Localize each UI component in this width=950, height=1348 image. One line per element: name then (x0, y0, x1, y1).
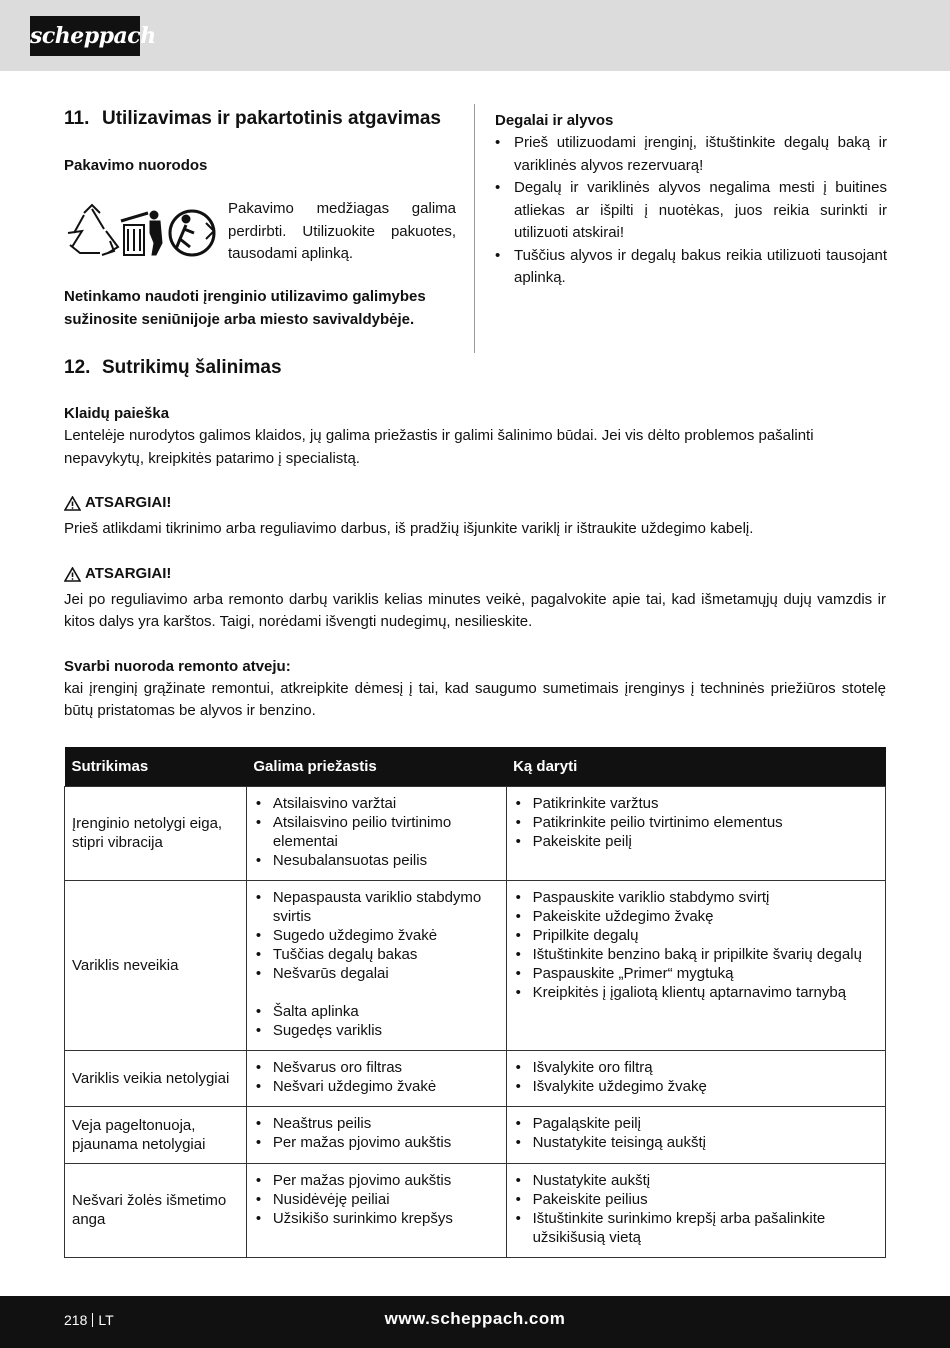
table-header-row (65, 747, 886, 786)
list-item: • Pakeiskite uždegimo žvakę (514, 907, 878, 926)
person-recycle-icon (170, 211, 214, 255)
language-code: LT (98, 1312, 114, 1328)
list-item: • Šalta aplinka (254, 1002, 499, 1021)
list-item: • Sugedo uždegimo žvakė (254, 926, 499, 945)
list-item: • Per mažas pjovimo aukštis (254, 1133, 499, 1152)
list-item: • Užsikišo surinkimo krepšys (254, 1209, 499, 1228)
list-item: • Nepaspausta variklio stabdymo svirtis (254, 888, 499, 926)
list-item: • Prieš utilizuodami įrenginį, ištuštinkite degalų baką ir variklinės alyvos rezervuarą! (495, 132, 887, 177)
column-header: Sutrikimas (65, 747, 247, 786)
fault-cell: Variklis veikia netolygiai (65, 1050, 247, 1106)
packaging-heading: Pakavimo nuorodos (64, 157, 208, 174)
scheppach-logo: scheppach (30, 16, 140, 56)
recycling-icons (66, 203, 221, 259)
section-12-title-text: Sutrikimų šalinimas (102, 357, 282, 378)
list-item: • Išvalykite oro filtrą (514, 1058, 878, 1077)
warning-2-heading (64, 563, 886, 589)
warning-1-text: Prieš atlikdami tikrinimo arba reguliavimo darbus, iš pradžių išjunkite variklį ir ištraukite uždegimo kabelį. (64, 519, 754, 537)
list-item: • Patikrinkite peilio tvirtinimo elementus (514, 813, 878, 832)
section-11-left (64, 105, 456, 331)
list-item: • Nesubalansuotas peilis (254, 851, 499, 870)
section-12 (64, 354, 886, 723)
troubleshooting-table (64, 747, 886, 1258)
repair-text: kai įrenginį grąžinate remontui, atkreipkite dėmesį į tai, kad saugumo sumetimais įrenginys į techninės priežiūros stotelę būtų pristatomas be alyvos ir benzino. (64, 679, 886, 719)
packaging-row (64, 201, 456, 273)
list-item: • Degalų ir variklinės alyvos negalima mesti į buitines atliekas ar išpilti į nuotėkas, juos reikia surinkti ir utilizuoti atskirai! (495, 177, 887, 245)
warning-1-label: ATSARGIAI! (85, 494, 172, 511)
table-row (65, 880, 886, 1050)
column-header: Galima priežastis (246, 747, 506, 786)
list-item: • Paspauskite „Primer“ mygtuką (514, 964, 878, 983)
list-item: • Pakeiskite peilį (514, 832, 878, 851)
list-item: • Nešvari uždegimo žvakė (254, 1077, 499, 1096)
section-12-number: 12. (64, 357, 91, 378)
repair-heading: Svarbi nuoroda remonto atveju: (64, 657, 291, 675)
list-item: • Neaštrus peilis (254, 1114, 499, 1133)
header-band (0, 0, 950, 71)
section-11-title (64, 105, 456, 133)
troubleshoot-heading: Klaidų paieška (64, 405, 170, 422)
packaging-text: Pakavimo medžiagas galima perdirbti. Utilizuokite pakuotes, tausodami aplinką. (228, 200, 456, 262)
table-row (65, 786, 886, 880)
cause-cell (246, 1106, 506, 1163)
list-item: • Tuščius alyvos ir degalų bakus reikia utilizuoti tausojant aplinką. (495, 245, 887, 290)
list-item: • Nešvarūs degalai (254, 964, 499, 983)
page-number: 218 (64, 1312, 88, 1328)
list-item: • Pagaląskite peilį (514, 1114, 878, 1133)
list-item: • Tuščias degalų bakas (254, 945, 499, 964)
list-item: • Atsilaisvino varžtai (254, 794, 499, 813)
column-divider (474, 104, 475, 353)
action-cell (506, 1106, 885, 1163)
table-row (65, 1050, 886, 1106)
list-item: • Kreipkitės į įgaliotą klientų aptarnavimo tarnybą (514, 983, 878, 1002)
website-url: www.scheppach.com (384, 1309, 566, 1328)
action-cell (506, 880, 885, 1050)
list-item: • Nustatykite aukštį (514, 1171, 878, 1190)
action-cell (506, 786, 885, 880)
recycle-icon (68, 205, 118, 255)
list-item: • Sugedęs variklis (254, 1021, 499, 1040)
cause-cell (246, 880, 506, 1050)
disposal-note: Netinkamo naudoti įrenginio utilizavimo galimybes sužinosite seniūnijoje arba miesto savivaldybėje. (64, 288, 426, 328)
list-item: • Pripilkite degalų (514, 926, 878, 945)
table-row (65, 1163, 886, 1257)
fuels-list (495, 132, 887, 290)
list-item: • Per mažas pjovimo aukštis (254, 1171, 499, 1190)
warning-2-label: ATSARGIAI! (85, 565, 172, 582)
action-cell (506, 1050, 885, 1106)
list-item: • Nusidėvėję peiliai (254, 1190, 499, 1209)
list-item: • Atsilaisvino peilio tvirtinimo elementai (254, 813, 499, 851)
section-11-right (495, 110, 887, 290)
footer (0, 1296, 950, 1348)
list-item: • Ištuštinkite benzino baką ir pripilkite švarių degalų (514, 945, 878, 964)
list-item: • Ištuštinkite surinkimo krepšį arba pašalinkite užsikišusią vietą (514, 1209, 878, 1247)
warning-2-text: Jei po reguliavimo arba remonto darbų variklis kelias minutes veikė, pagalvokite apie tai, kad išmetamųjų dujų vamzdis ir kitos dalys yra karštos. Taigi, norėdami išvengti nudegimų, nesilieskite. (64, 590, 886, 630)
fault-cell: Nešvari žolės išmetimo anga (65, 1163, 247, 1257)
list-item: • Nustatykite teisingą aukštį (514, 1133, 878, 1152)
cause-cell (246, 1050, 506, 1106)
fault-cell: Veja pageltonuoja, pjaunama netolygiai (65, 1106, 247, 1163)
list-item: • Paspauskite variklio stabdymo svirtį (514, 888, 878, 907)
section-11-title-text: Utilizavimas ir pakartotinis atgavimas (102, 108, 441, 129)
warning-triangle-icon (64, 496, 81, 511)
fuels-heading: Degalai ir alyvos (495, 112, 614, 129)
cause-cell (246, 786, 506, 880)
bin-icon (121, 211, 162, 255)
list-item: • Nešvarus oro filtras (254, 1058, 499, 1077)
troubleshoot-text: Lentelėje nurodytos galimos klaidos, jų galima priežastis ir galimi šalinimo būdai. Jei vis dėlto problemos pašalinti nepavykytų, kreipkitės patarimo į specialistą. (64, 427, 814, 467)
section-12-title (64, 354, 886, 382)
section-11-number: 11. (64, 108, 90, 129)
list-item: • Pakeiskite peilius (514, 1190, 878, 1209)
fault-cell: Įrenginio netolygi eiga, stipri vibracija (65, 786, 247, 880)
list-item: • Išvalykite uždegimo žvakę (514, 1077, 878, 1096)
column-header: Ką daryti (506, 747, 885, 786)
fault-cell: Variklis neveikia (65, 880, 247, 1050)
table-row (65, 1106, 886, 1163)
list-item: • Patikrinkite varžtus (514, 794, 878, 813)
warning-triangle-icon (64, 567, 81, 582)
warning-1-heading (64, 492, 886, 518)
action-cell (506, 1163, 885, 1257)
cause-cell (246, 1163, 506, 1257)
